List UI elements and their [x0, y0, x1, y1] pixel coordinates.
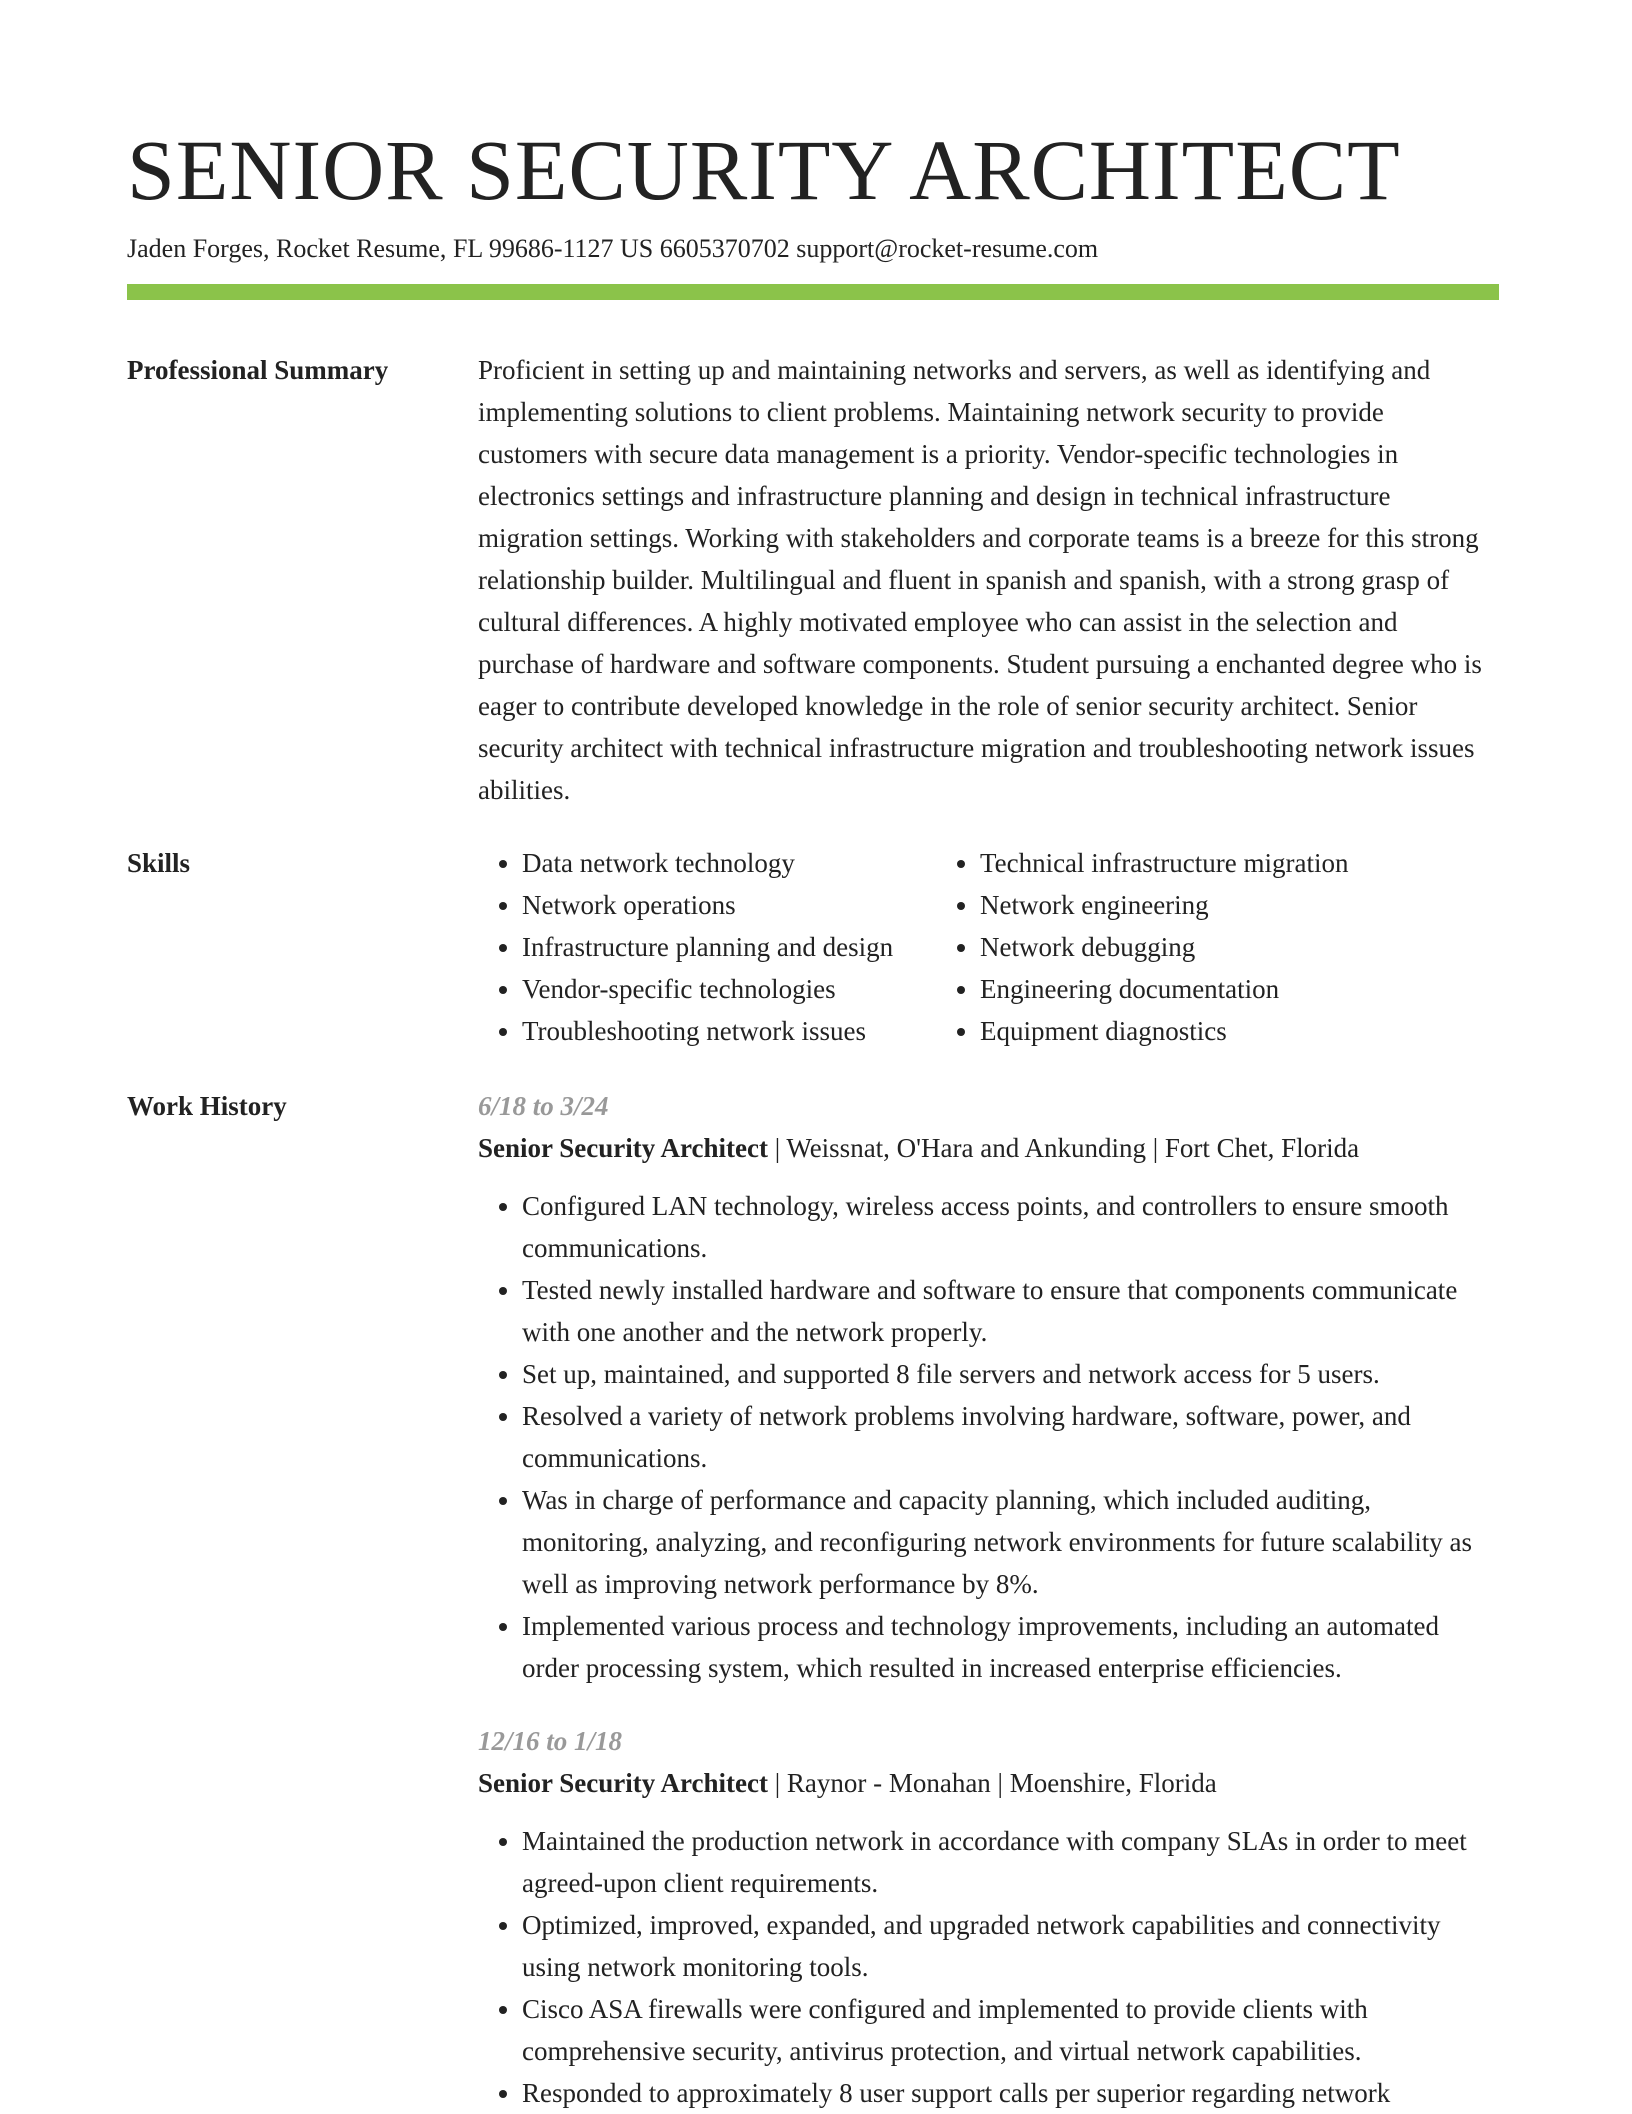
job-title: Senior Security Architect: [478, 1133, 768, 1163]
job-bullet: • Optimized, improved, expanded, and upgraded network capabilities and connectivity using network monitoring tools.: [522, 1904, 1500, 1988]
skills-column-2: [936, 842, 1500, 1052]
job-bullet: • Maintained the production network in accordance with company SLAs in order to meet agreed-upon client requirements.: [522, 1820, 1500, 1904]
job-dates: 12/16 to 1/18: [478, 1726, 623, 1756]
skill-item: • Network debugging: [980, 926, 1500, 968]
contact-phone: 6605370702: [659, 234, 790, 263]
contact-company: Rocket Resume,: [276, 234, 447, 263]
skills-heading: Skills: [127, 848, 191, 878]
skill-item: • Equipment diagnostics: [980, 1010, 1500, 1052]
skill-item: • Engineering documentation: [980, 968, 1500, 1010]
job-bullet: • Configured LAN technology, wireless access points, and controllers to ensure smooth communications.: [522, 1185, 1500, 1269]
job-bullet: • Tested newly installed hardware and software to ensure that components communicate with one another and the network properly.: [522, 1269, 1500, 1353]
job-header: [478, 1127, 1500, 1169]
contact-name: Jaden Forges,: [127, 234, 270, 263]
contact-email: support@rocket-resume.com: [796, 234, 1099, 263]
skill-item: • Network operations: [522, 884, 936, 926]
skills-column-1: [478, 842, 936, 1052]
job-bullet: • Responded to approximately 8 user support calls per superior regarding network: [522, 2072, 1500, 2114]
skill-item: • Troubleshooting network issues: [522, 1010, 936, 1052]
job-bullet: • Was in charge of performance and capacity planning, which included auditing, monitoring, analyzing, and reconfiguring network environments for future scalability as well as improving network performance by 8%.: [522, 1479, 1500, 1605]
job-title: Senior Security Architect: [478, 1768, 768, 1798]
job-details: | Raynor - Monahan | Moenshire, Florida: [767, 1768, 1217, 1798]
header-divider: [127, 284, 1499, 300]
contact-location: FL 99686-1127 US: [452, 234, 654, 263]
job-bullet: • Implemented various process and technology improvements, including an automated order processing system, which resulted in increased enterprise efficiencies.: [522, 1605, 1500, 1689]
contact-line: [127, 230, 1098, 268]
summary-heading: Professional Summary: [127, 355, 389, 385]
skill-item: • Network engineering: [980, 884, 1500, 926]
job-bullet: • Set up, maintained, and supported 8 file servers and network access for 5 users.: [522, 1353, 1500, 1395]
job-bullets: [478, 1185, 1500, 1689]
skill-item: • Data network technology: [522, 842, 936, 884]
job-bullet: • Cisco ASA firewalls were configured and implemented to provide clients with comprehensive security, antivirus protection, and virtual network capabilities.: [522, 1988, 1500, 2072]
skill-item: • Vendor-specific technologies: [522, 968, 936, 1010]
job-header: [478, 1762, 1500, 1804]
skill-item: • Infrastructure planning and design: [522, 926, 936, 968]
job-bullet: • Resolved a variety of network problems involving hardware, software, power, and communications.: [522, 1395, 1500, 1479]
work-history-heading: Work History: [127, 1091, 287, 1121]
job-dates: 6/18 to 3/24: [478, 1091, 609, 1121]
summary-text: Proficient in setting up and maintaining networks and servers, as well as identifying and implementing solutions to client problems. Maintaining network security to provide customers with secure data management is a priority. Vendor-specific technologies in electronics settings and infrastructure planning and design in technical infrastructure migration settings. Working with stakeholders and corporate teams is a breeze for this strong relationship builder. Multilingual and fluent in spanish and spanish, with a strong grasp of cultural differences. A highly motivated employee who can assist in the selection and purchase of hardware and software components. Student pursuing a enchanted degree who is eager to contribute developed knowledge in the role of senior security architect. Senior security architect with technical infrastructure migration and troubleshooting network issues abilities.: [478, 355, 1482, 805]
job-entry: [478, 1085, 1500, 1689]
skills-list: [478, 842, 1500, 1052]
skill-item: • Technical infrastructure migration: [980, 842, 1500, 884]
job-entry: [478, 1720, 1500, 2114]
resume-title: SENIOR SECURITY ARCHITECT: [127, 122, 1401, 218]
job-bullets: [478, 1820, 1500, 2114]
job-details: | Weissnat, O'Hara and Ankunding | Fort Chet, Florida: [767, 1133, 1360, 1163]
